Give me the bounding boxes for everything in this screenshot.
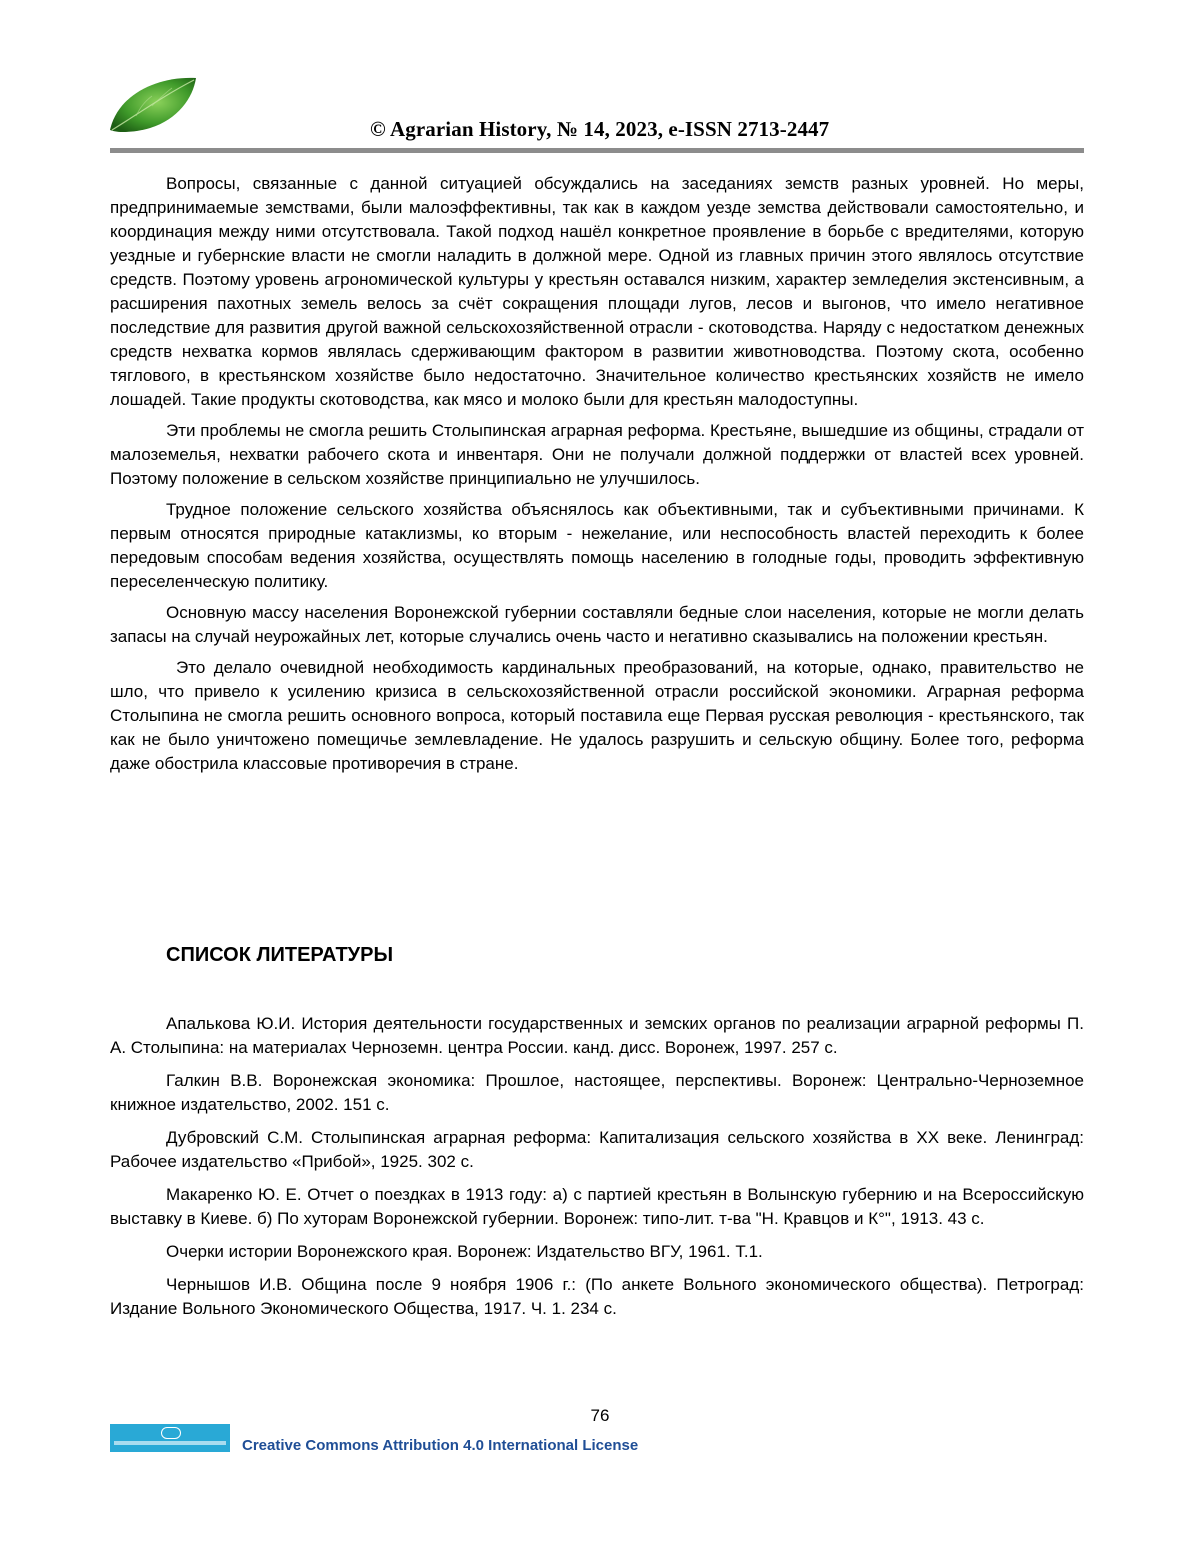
cc-by-badge-icon[interactable] <box>110 1424 230 1452</box>
leaf-icon <box>108 74 200 136</box>
references-heading: СПИСОК ЛИТЕРАТУРЫ <box>166 944 394 966</box>
body-paragraph: Трудное положение сельского хозяйства объяснялось как объективными, так и субъективными причинами. К первым относятся природные катаклизмы, ко вторым - нежелание, или неспособность властей переходить к более передовым способам ведения хозяйства, осуществлять помощь населению в голодные годы, проводить эффективную переселенческую политику. <box>110 500 1084 591</box>
journal-header: © Agrarian History, № 14, 2023, e-ISSN 2713-2447 <box>370 117 830 141</box>
reference-item: Галкин В.В. Воронежская экономика: Прошлое, настоящее, перспективы. Воронеж: Центрально-Черноземное книжное издательство, 2002. 151 с. <box>110 1071 1084 1114</box>
header-divider <box>110 148 1084 153</box>
body-paragraph: Основную массу населения Воронежской губернии составляли бедные слои населения, которые не могли делать запасы на случай неурожайных лет, которые случались очень часто и негативно сказывались на положении крестьян. <box>110 603 1084 646</box>
cc-badge-strip <box>114 1441 226 1445</box>
page-number: 76 <box>590 1406 610 1425</box>
reference-item: Апалькова Ю.И. История деятельности государственных и земских органов по реализации аграрной реформы П. А. Столыпина: на материалах Черноземн. центра России. канд. дисс. Воронеж, 1997. 257 с. <box>110 1014 1084 1057</box>
cc-logo-icon <box>161 1427 181 1439</box>
body-paragraph: Это делало очевидной необходимость кардинальных преобразований, на которые, однако, правительство не шло, что привело к усилению кризиса в сельскохозяйственной отрасли российской экономики. Аграрная реформа Столыпина не смогла решить основного вопроса, который поставила еще Первая русская революция - крестьянского, так как не было уничтожено помещичье землевладение. Не удалось разрушить и сельскую общину. Более того, реформа даже обострила классовые противоречия в стране. <box>110 658 1084 773</box>
reference-item: Чернышов И.В. Община после 9 ноября 1906 г.: (По анкете Вольного экономического общества). Петроград: Издание Вольного Экономического Общества, 1917. Ч. 1. 234 с. <box>110 1275 1084 1318</box>
article-body <box>110 172 1084 783</box>
reference-item: Дубровский С.М. Столыпинская аграрная реформа: Капитализация сельского хозяйства в XX веке. Ленинград: Рабочее издательство «Прибой», 1925. 302 с. <box>110 1128 1084 1171</box>
body-paragraph: Вопросы, связанные с данной ситуацией обсуждались на заседаниях земств разных уровней. Но меры, предпринимаемые земствами, были малоэффективны, так как в каждом уезде земства действовали самостоятельно, и координация между ними отсутствовала. Такой подход нашёл конкретное проявление в борьбе с вредителями, которую уездные и губернские власти не смогли наладить в должной мере. Одной из главных причин этого являлось отсутствие средств. Поэтому уровень агрономической культуры у крестьян оставался низким, характер земледелия экстенсивным, а расширения пахотных земель велось за счёт сокращения площади лугов, лесов и выгонов, что имело негативное последствие для развития другой важной сельскохозяйственной отрасли - скотоводства. Наряду с недостатком денежных средств нехватка кормов являлась сдерживающим фактором в развитии животноводства. Поэтому скота, особенно тяглового, в крестьянском хозяйстве было недостаточно. Значительное количество крестьянских хозяйств не имело лошадей. Такие продукты скотоводства, как мясо и молоко были для крестьян малодоступны. <box>110 174 1084 409</box>
body-paragraph: Эти проблемы не смогла решить Столыпинская аграрная реформа. Крестьяне, вышедшие из общины, страдали от малоземелья, нехватки рабочего скота и инвентаря. Они не получали должной поддержки от властей всех уровней. Поэтому положение в сельском хозяйстве принципиально не улучшилось. <box>110 421 1084 488</box>
reference-item: Очерки истории Воронежского края. Воронеж: Издательство ВГУ, 1961. Т.1. <box>166 1242 763 1261</box>
references-list <box>110 1012 1084 1330</box>
license-link[interactable]: Creative Commons Attribution 4.0 International License <box>242 1437 639 1454</box>
reference-item: Макаренко Ю. Е. Отчет о поездках в 1913 году: а) с партией крестьян в Волынскую губернию и на Всероссийскую выставку в Киеве. б) По хуторам Воронежской губернии. Воронеж: типо-лит. т-ва "Н. Кравцов и К°", 1913. 43 с. <box>110 1185 1084 1228</box>
